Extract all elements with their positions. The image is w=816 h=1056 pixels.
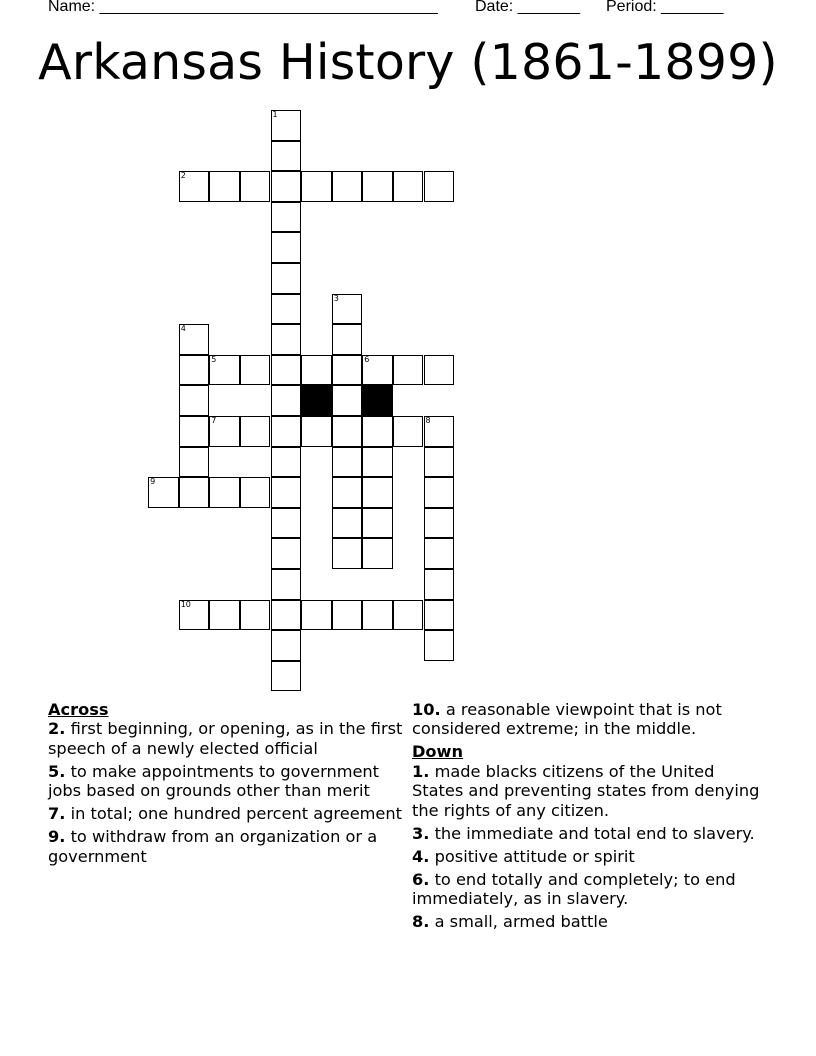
grid-cell[interactable]: [393, 600, 424, 631]
clue-number-label: 9: [150, 477, 156, 487]
clue-number: 6.: [412, 869, 430, 889]
clue-number-label: 5: [211, 354, 217, 364]
name-field-label: Name: ______________________________________: [48, 0, 438, 15]
grid-cell[interactable]: [362, 538, 393, 569]
clue-across-10: [412, 700, 768, 739]
clue-down-4: [412, 847, 768, 866]
grid-cell[interactable]: [393, 416, 424, 447]
clues-left-column: [48, 700, 408, 870]
grid-cell[interactable]: [271, 569, 302, 600]
grid-cell[interactable]: [271, 263, 302, 294]
clue-down-3: [412, 824, 768, 843]
clue-text: first beginning, or opening, as in the first speech of a newly elected official: [48, 719, 403, 758]
clue-text: a small, armed battle: [434, 912, 608, 932]
grid-cell[interactable]: [209, 477, 240, 508]
grid-cell[interactable]: [332, 508, 363, 539]
grid-cell[interactable]: [332, 385, 363, 416]
grid-cell[interactable]: [271, 232, 302, 263]
grid-cell[interactable]: [271, 141, 302, 172]
grid-cell[interactable]: [332, 416, 363, 447]
grid-cell[interactable]: [332, 324, 363, 355]
clue-text: to withdraw from an organization or a government: [48, 827, 378, 866]
clue-number: 8.: [412, 912, 430, 932]
clue-number-label: 4: [180, 324, 186, 334]
clue-number-label: 6: [364, 354, 370, 364]
grid-cell[interactable]: [271, 110, 302, 141]
grid-cell[interactable]: [271, 355, 302, 386]
clue-number-label: 8: [425, 416, 431, 425]
grid-cell[interactable]: [179, 355, 210, 386]
grid-cell[interactable]: [179, 447, 210, 478]
grid-cell[interactable]: [332, 600, 363, 631]
grid-cell[interactable]: [332, 171, 363, 202]
clue-across-7: [48, 804, 408, 823]
clue-text: a reasonable viewpoint that is not considered extreme; in the middle.: [412, 700, 722, 739]
clue-text: to make appointments to government jobs based on grounds other than merit: [48, 761, 380, 801]
grid-cell[interactable]: [179, 416, 210, 447]
clue-number: 9.: [48, 827, 66, 847]
grid-cell[interactable]: [209, 171, 240, 202]
grid-cell[interactable]: [271, 508, 302, 539]
clue-text: positive attitude or spirit: [434, 846, 635, 866]
grid-cell[interactable]: [424, 600, 455, 631]
grid-cell[interactable]: [424, 569, 455, 600]
grid-cell[interactable]: [240, 600, 271, 631]
grid-cell[interactable]: [301, 416, 332, 447]
grid-cell[interactable]: [362, 355, 393, 386]
grid-cell[interactable]: [424, 355, 455, 386]
date-field-label: Date: _______: [475, 0, 580, 15]
grid-cell[interactable]: [424, 508, 455, 539]
grid-cell[interactable]: [271, 294, 302, 325]
grid-cell[interactable]: [271, 416, 302, 447]
clue-text: the immediate and total end to slavery.: [434, 823, 755, 843]
grid-cell[interactable]: [332, 538, 363, 569]
clue-number-label: 7: [211, 416, 217, 425]
grid-cell[interactable]: [209, 600, 240, 631]
grid-cell[interactable]: [362, 477, 393, 508]
grid-cell[interactable]: [271, 447, 302, 478]
grid-cell[interactable]: [393, 355, 424, 386]
across-heading: Across: [48, 700, 109, 719]
grid-cell[interactable]: [240, 477, 271, 508]
grid-cell[interactable]: [332, 477, 363, 508]
grid-cell[interactable]: [240, 171, 271, 202]
grid-cell[interactable]: [271, 171, 302, 202]
grid-cell[interactable]: [209, 355, 240, 386]
puzzle-title: Arkansas History (1861-1899): [38, 34, 778, 91]
grid-cell[interactable]: [424, 447, 455, 478]
clue-across-5: [48, 762, 408, 801]
grid-cell[interactable]: [179, 171, 210, 202]
grid-cell[interactable]: [332, 355, 363, 386]
grid-cell[interactable]: [271, 324, 302, 355]
grid-cell[interactable]: [271, 630, 302, 661]
clues-right-column: [412, 700, 768, 935]
grid-cell[interactable]: [179, 324, 210, 355]
grid-cell[interactable]: [240, 355, 271, 386]
grid-cell[interactable]: [362, 447, 393, 478]
clue-text: to end totally and completely; to end immediately, as in slavery.: [412, 869, 736, 909]
clue-across-2: [48, 719, 408, 758]
black-square: [301, 385, 332, 416]
grid-cell[interactable]: [271, 661, 302, 692]
grid-cell[interactable]: [424, 630, 455, 661]
clue-down-1: [412, 762, 768, 820]
clue-number: 1.: [412, 761, 430, 781]
clue-number: 2.: [48, 719, 66, 739]
clue-number-label: 10: [180, 599, 191, 609]
grid-cell[interactable]: [271, 600, 302, 631]
clue-number: 4.: [412, 846, 430, 866]
clue-number-label: 1: [272, 110, 278, 119]
grid-cell[interactable]: [362, 416, 393, 447]
grid-cell[interactable]: [301, 355, 332, 386]
grid-cell[interactable]: [332, 294, 363, 325]
clue-number: 7.: [48, 804, 66, 824]
grid-cell[interactable]: [179, 385, 210, 416]
clue-number-label: 2: [180, 171, 186, 181]
grid-cell[interactable]: [209, 416, 240, 447]
down-heading: Down: [412, 742, 464, 762]
clue-number: 10.: [412, 700, 441, 719]
grid-cell[interactable]: [179, 477, 210, 508]
clue-across-9: [48, 827, 408, 866]
grid-cell[interactable]: [424, 538, 455, 569]
grid-cell[interactable]: [271, 202, 302, 233]
clue-down-6: [412, 870, 768, 909]
clue-number-label: 3: [333, 293, 339, 303]
clue-down-8: [412, 912, 768, 931]
grid-cell[interactable]: [271, 538, 302, 569]
grid-cell[interactable]: [301, 171, 332, 202]
clue-text: made blacks citizens of the United States and preventing states from denying the rights of any citizen.: [412, 761, 760, 820]
grid-cell[interactable]: [179, 600, 210, 631]
grid-cell[interactable]: [271, 385, 302, 416]
clue-number: 5.: [48, 761, 66, 781]
grid-cell[interactable]: [332, 447, 363, 478]
grid-cell[interactable]: [362, 600, 393, 631]
black-square: [362, 385, 393, 416]
grid-cell[interactable]: [424, 416, 455, 447]
grid-cell[interactable]: [271, 477, 302, 508]
clue-number: 3.: [412, 823, 430, 843]
period-field-label: Period: _______: [606, 0, 724, 15]
clue-text: in total; one hundred percent agreement: [70, 804, 402, 824]
grid-cell[interactable]: [148, 477, 179, 508]
grid-cell[interactable]: [240, 416, 271, 447]
grid-cell[interactable]: [362, 171, 393, 202]
grid-cell[interactable]: [362, 508, 393, 539]
grid-cell[interactable]: [424, 171, 455, 202]
grid-cell[interactable]: [301, 600, 332, 631]
grid-cell[interactable]: [393, 171, 424, 202]
grid-cell[interactable]: [424, 477, 455, 508]
